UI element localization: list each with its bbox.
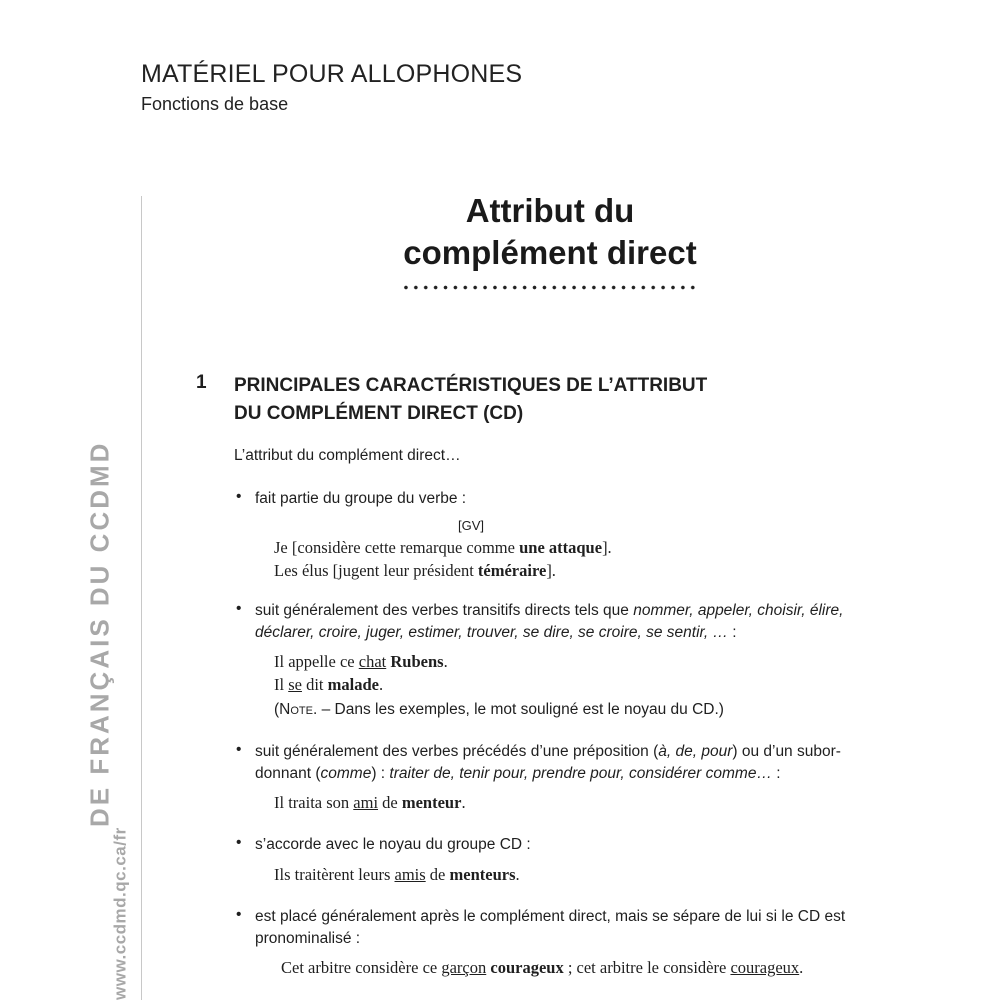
title-dotted-rule: [401, 285, 697, 290]
bullet-5-text: est placé généralement après le complément direct, mais se sépare de lui si le CD est pronominalisé :: [255, 908, 846, 947]
header-subtitle: Fonctions de base: [141, 94, 289, 114]
bullet-1-marker: •: [236, 488, 242, 505]
vertical-divider: [141, 196, 142, 1000]
bullet-5-marker: •: [236, 906, 242, 923]
bullet-3-marker: •: [236, 741, 242, 758]
example-1-2: Les élus [jugent leur président téméraire].: [274, 561, 556, 580]
gv-label: [GV]: [458, 518, 485, 533]
bullet-2-marker: •: [236, 600, 242, 617]
intro-text: L’attribut du complément direct…: [234, 447, 461, 464]
example-5-1: Cet arbitre considère ce garçon courageux ; cet arbitre le considère courageux.: [281, 958, 804, 977]
example-3-1: Il traita son ami de menteur.: [274, 793, 466, 812]
sidebar-publisher: DE FRANÇAIS DU CCDMD: [84, 440, 115, 828]
bullet-3-text: suit généralement des verbes précédés d’une préposition (à, de, pour) ou d’un subor- donnant (comme) : traiter de, tenir pour, prendre pour, considérer comme… :: [255, 743, 841, 782]
bullet-1-text: fait partie du groupe du verbe :: [255, 490, 467, 507]
bullet-4-text: s’accorde avec le noyau du groupe CD :: [255, 836, 531, 853]
header-title: MATÉRIEL POUR ALLOPHONES: [141, 60, 523, 88]
bullet-4-marker: •: [236, 834, 242, 851]
sidebar-watermark: [84, 440, 138, 1000]
page-title-line2: complément direct: [403, 234, 697, 271]
section-title-line2: DU COMPLÉMENT DIRECT (CD): [234, 403, 524, 424]
note-text: (Note. – Dans les exemples, le mot souligné est le noyau du CD.): [274, 701, 724, 718]
example-1-1: Je [considère cette remarque comme une attaque].: [274, 538, 612, 557]
example-4-1: Ils traitèrent leurs amis de menteurs.: [274, 865, 520, 884]
page-title: [370, 190, 730, 274]
example-2-2: Il se dit malade.: [274, 675, 384, 694]
page-title-line1: Attribut du: [465, 192, 635, 229]
section-title: [234, 372, 707, 428]
bullet-2-text: suit généralement des verbes transitifs directs tels que nommer, appeler, choisir, élire, déclarer, croire, juger, estimer, trouver, se dire, se croire, se sentir, … :: [255, 602, 844, 641]
example-2-1: Il appelle ce chat Rubens.: [274, 652, 448, 671]
section-title-line1: PRINCIPALES CARACTÉRISTIQUES DE L’ATTRIBUT: [234, 375, 708, 396]
sidebar-url[interactable]: www.ccdmd.qc.ca/fr: [110, 827, 130, 1000]
section-number: 1: [196, 372, 207, 393]
